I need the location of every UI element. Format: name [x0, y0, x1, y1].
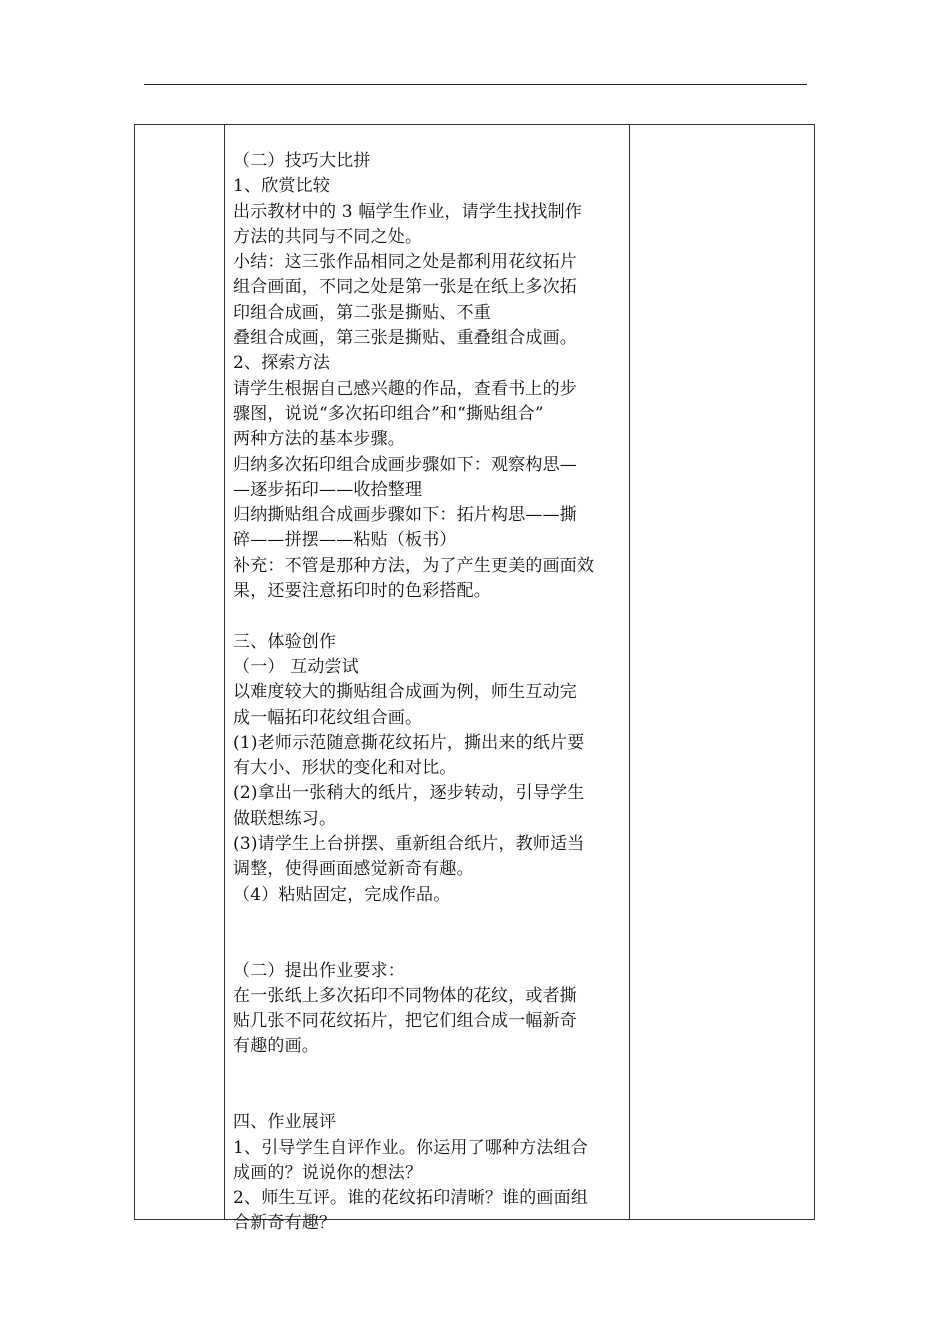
- text-line: （二）提出作业要求：: [233, 960, 405, 981]
- text-line: 归纳多次拓印组合成画步骤如下：观察构思—: [233, 454, 577, 475]
- text-line: 合新奇有趣？: [233, 1213, 337, 1234]
- text-line: 有趣的画。: [233, 1036, 319, 1057]
- column-divider-right: [629, 125, 630, 1219]
- text-line: 贴几张不同花纹拓片，把它们组合成一幅新奇: [233, 1011, 577, 1032]
- text-line: 补充：不管是那种方法，为了产生更美的画面效: [233, 555, 595, 576]
- text-line: 骤图，说说“多次拓印组合”和“撕贴组合”: [233, 403, 544, 424]
- text-line: （4）粘贴固定，完成作品。: [233, 884, 451, 905]
- text-line: （一） 互动尝试: [233, 656, 360, 677]
- text-line: 在一张纸上多次拓印不同物体的花纹，或者撕: [233, 985, 577, 1006]
- text-line: （二）技巧大比拼: [233, 151, 371, 171]
- lesson-table: [134, 124, 815, 1234]
- text-line: 出示教材中的 3 幅学生作业，请学生找找制作: [233, 201, 583, 222]
- text-line: (1)老师示范随意撕花纹拓片，撕出来的纸片要: [233, 732, 585, 753]
- text-line: 成画的？说说你的想法？: [233, 1162, 423, 1183]
- blank-line: [233, 604, 625, 629]
- blank-line: [233, 1060, 625, 1085]
- text-line: 做联想练习。: [233, 808, 337, 829]
- text-line: —逐步拓印——收拾整理: [233, 479, 423, 500]
- text-line: 归纳撕贴组合成画步骤如下：拓片构思——撕: [233, 505, 577, 526]
- text-line: 印组合成画，第二张是撕贴、不重: [233, 302, 491, 323]
- text-line: 三、体验创作: [233, 631, 337, 652]
- text-line: 两种方法的基本步骤。: [233, 429, 405, 450]
- text-line: 请学生根据自己感兴趣的作品，查看书上的步: [233, 378, 577, 399]
- text-line: 叠组合成画，第三张是撕贴、重叠组合成画。: [233, 328, 577, 349]
- blank-line: [233, 933, 625, 958]
- column-divider-left: [224, 125, 225, 1219]
- text-line: 碎——拼摆——粘贴（板书）: [233, 530, 457, 551]
- text-line: 调整，使得画面感觉新奇有趣。: [233, 859, 474, 880]
- text-line: 2、探索方法: [233, 353, 331, 374]
- text-line: 以难度较大的撕贴组合成画为例，师生互动完: [233, 682, 577, 703]
- blank-line: [233, 1085, 625, 1110]
- blank-line: [233, 908, 625, 933]
- header-rule: [144, 84, 807, 85]
- text-line: 方法的共同与不同之处。: [233, 226, 423, 247]
- text-line: 四、作业展评: [233, 1112, 337, 1133]
- text-line: 有大小、形状的变化和对比。: [233, 758, 457, 779]
- text-line: 1、引导学生自评作业。你运用了哪种方法组合: [233, 1137, 589, 1158]
- text-line: (3)请学生上台拼摆、重新组合纸片，教师适当: [233, 834, 585, 855]
- text-line: 组合画面，不同之处是第一张是在纸上多次拓: [233, 277, 577, 298]
- text-line: 小结：这三张作品相同之处是都利用花纹拓片: [233, 252, 577, 273]
- text-line: 果，还要注意拓印时的色彩搭配。: [233, 581, 491, 602]
- text-line: 成一幅拓印花纹组合画。: [233, 707, 423, 728]
- text-line: 2、师生互评。谁的花纹拓印清晰？谁的画面组: [233, 1188, 589, 1209]
- text-line: (2)拿出一张稍大的纸片，逐步转动，引导学生: [233, 783, 585, 804]
- text-line: 1、欣赏比较: [233, 176, 331, 197]
- content-cell: [233, 149, 625, 1237]
